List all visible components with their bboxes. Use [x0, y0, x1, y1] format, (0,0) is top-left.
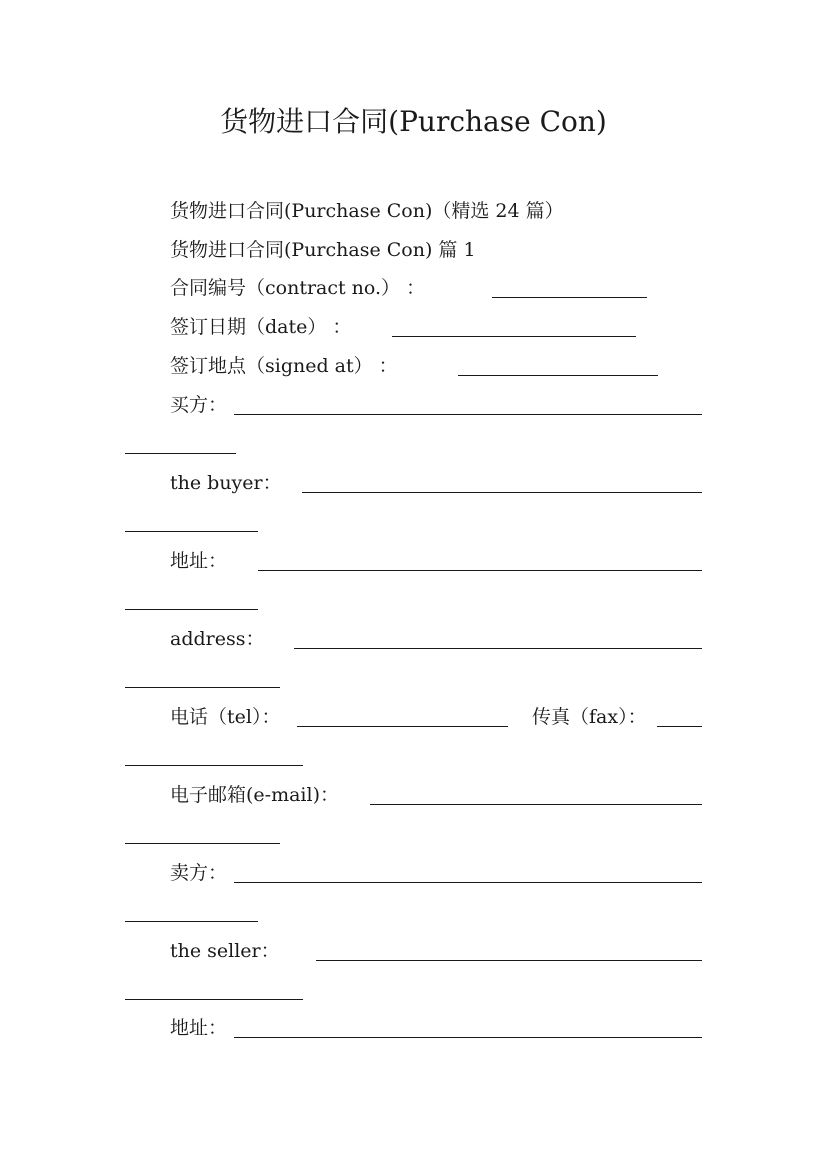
- buyer-cn-field-cont[interactable]: [125, 453, 236, 454]
- seller-en-label: the seller：: [170, 940, 280, 962]
- document-title: 货物进口合同(Purchase Con): [220, 105, 607, 138]
- buyer-cn-field[interactable]: [234, 414, 702, 415]
- email-field-cont[interactable]: [125, 843, 280, 844]
- contract-no-label: 合同编号（contract no.） ：: [170, 277, 426, 299]
- address-cn-label-1: 地址：: [170, 550, 228, 572]
- fax-field-cont[interactable]: [125, 765, 303, 766]
- buyer-en-field[interactable]: [302, 492, 702, 493]
- contract-no-field[interactable]: [492, 297, 647, 298]
- address-cn-field-2[interactable]: [234, 1037, 702, 1038]
- date-field[interactable]: [392, 336, 636, 337]
- email-label: 电子邮箱(e-mail)：: [170, 784, 339, 806]
- address-en-field[interactable]: [294, 648, 702, 649]
- buyer-en-field-cont[interactable]: [125, 531, 258, 532]
- seller-en-field[interactable]: [316, 960, 702, 961]
- buyer-cn-label: 买方：: [170, 394, 228, 416]
- address-en-field-cont[interactable]: [125, 687, 280, 688]
- signed-at-field[interactable]: [458, 375, 658, 376]
- intro-line-2: 货物进口合同(Purchase Con) 篇 1: [170, 239, 476, 261]
- tel-field[interactable]: [297, 726, 508, 727]
- buyer-en-label: the buyer：: [170, 472, 282, 494]
- seller-en-field-cont[interactable]: [125, 999, 303, 1000]
- address-en-label: address：: [170, 628, 265, 650]
- seller-cn-field[interactable]: [234, 882, 702, 883]
- tel-label: 电话（tel）：: [170, 706, 281, 728]
- address-cn-field-1[interactable]: [258, 570, 702, 571]
- fax-label: 传真（fax）：: [532, 706, 647, 728]
- fax-field[interactable]: [657, 726, 702, 727]
- intro-line-1: 货物进口合同(Purchase Con)（精选 24 篇）: [170, 200, 564, 222]
- seller-cn-field-cont[interactable]: [125, 921, 258, 922]
- email-field[interactable]: [370, 804, 702, 805]
- signed-at-label: 签订地点（signed at） ：: [170, 355, 398, 377]
- date-label: 签订日期（date） ：: [170, 316, 352, 338]
- seller-cn-label: 卖方：: [170, 862, 228, 884]
- address-cn-field-1-cont[interactable]: [125, 609, 258, 610]
- address-cn-label-2: 地址：: [170, 1017, 228, 1039]
